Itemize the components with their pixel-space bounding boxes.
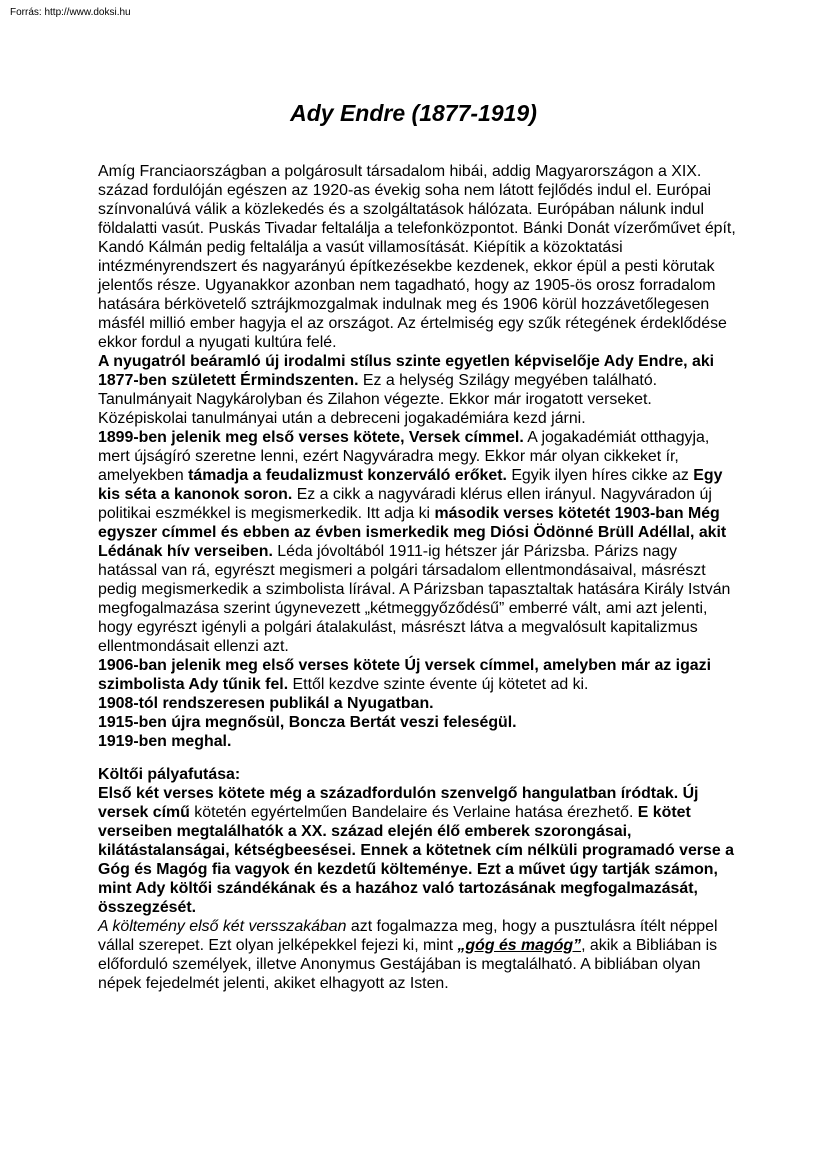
line-1919 bbox=[98, 732, 738, 751]
paragraph-birth bbox=[98, 352, 738, 428]
body-text: Léda jóvoltából 1911-ig hétszer jár Párizsba. Párizs nagy hatással van rá, egyrészt megismeri a polgári társadalom ellentmondásaival, másrészt pedig megismerkedik a szimbolista lírával. A Párizsban tapasztaltak hatására Király István megfogalmazása szerint úgynevezett „kétmeggyőződésű” emberré vált, ami azt jelenti, hogy egyrészt igényli a polgári átalakulást, másrészt látva a megvalósult kapitalizmus ellentmondásait ellenzi azt. bbox=[98, 543, 731, 655]
bold-text: Egy kis séta a kanonok soron. bbox=[98, 467, 723, 503]
line-1915 bbox=[98, 713, 738, 732]
line-1908 bbox=[98, 694, 738, 713]
paragraph-gog-magog bbox=[98, 917, 738, 993]
body-text: Ez a cikk a nagyváradi klérus ellen irányul. Nagyváradon új politikai eszmékkel is megismerkedik. Itt adja ki bbox=[98, 486, 712, 522]
source-url-text: Forrás: http://www.doksi.hu bbox=[10, 7, 131, 18]
body-text: A jogakadémiát otthagyja, mert újságíró szeretne lenni, ezért Nagyváradra megy. Ekkor már olyan cikkeket ír, amelyekben bbox=[98, 429, 710, 484]
document-body bbox=[98, 162, 738, 993]
italic-text: A költemény első két versszakában bbox=[98, 918, 347, 935]
section-heading: Költői pályafutása: bbox=[98, 766, 241, 783]
paragraph-early-career bbox=[98, 428, 738, 656]
paragraph-uj-versek bbox=[98, 656, 738, 694]
bold-text: 1899-ben jelenik meg első verses kötete, Versek címmel. bbox=[98, 429, 524, 446]
bold-text: támadja a feudalizmust konzerváló erőket. bbox=[188, 467, 507, 484]
bold-text: 1906-ban jelenik meg első verses kötete Új versek címmel, amelyben már az igazi szimbolista Ady tűnik fel. bbox=[98, 657, 711, 693]
body-text: azt fogalmazza meg, hogy a pusztulásra ítélt néppel vállal szerepet. Ezt olyan jelképekkel fejezi ki, mint bbox=[98, 918, 718, 954]
body-text: Egyik ilyen híres cikke az bbox=[506, 467, 694, 484]
body-text: kötetén egyértelműen Bandelaire és Verlaine hatása érezhető. bbox=[189, 804, 638, 821]
body-text: , akik a Bibliában is előforduló személyek, illetve Anonymus Gestájában is megtalálható. A bibliában olyan népek fejedelmét jelenti, akiket elhagyott az Isten. bbox=[98, 937, 718, 992]
bold-text: 1919-ben meghal. bbox=[98, 733, 232, 750]
paragraph-poetic-career bbox=[98, 784, 738, 917]
bold-text: E kötet verseiben megtalálhatók a XX. század elején élő emberek szorongásai, kilátástalanságai, kétségbeesései. Ennek a kötetnek cím nélküli programadó verse a Góg és Magóg fia vagyok én kezdetű költeménye. Ezt a művet úgy tartják számon, mint Ady költői szándékának és a hazához való tartozásának megfogalmazását, összegzését. bbox=[98, 804, 734, 916]
bold-text: második verses kötetét 1903-ban Még egyszer címmel és ebben az évben ismerkedik meg Diósi Ödönné Brüll Adéllal, akit Lédának hív verseiben. bbox=[98, 505, 727, 560]
bold-text: 1908-tól rendszeresen publikál a Nyugatban. bbox=[98, 695, 434, 712]
paragraph-intro: Amíg Franciaországban a polgárosult társadalom hibái, addig Magyarországon a XIX. század fordulóján egészen az 1920-as évekig soha nem látott fejlődés indul el. Európai színvonalúvá válik a közlekedés és a szolgáltatások hálózata. Európában nálunk indul földalatti vasút. Puskás Tivadar feltalálja a telefonközpontot. Bánki Donát vízerőművet épít, Kandó Kálmán pedig feltalálja a vasút villamosítását. Kiépítik a közoktatási intézményrendszert és nagyarányú építkezésekbe kezdenek, ekkor épül a pesti körutak jelentős része. Ugyanakkor azonban nem tagadható, hogy az 1905-ös orosz forradalom hatására bérkövetelő sztrájkmozgalmak indulnak meg és 1906 körül hozzávetőlegesen másfél millió ember hagyja el az országot. Az értelmiség egy szűk rétegének érdeklődése ekkor fordul a nyugati kultúra felé. bbox=[98, 163, 736, 351]
bold-text: A nyugatról beáramló új irodalmi stílus szinte egyetlen képviselője Ady Endre, aki 1877-ben született Érmindszenten. bbox=[98, 353, 715, 389]
document-title: Ady Endre (1877-1919) bbox=[290, 100, 537, 126]
body-text: Ettől kezdve szinte évente új kötetet ad ki. bbox=[288, 676, 589, 693]
body-text: Ez a helység Szilágy megyében található. Tanulmányait Nagykárolyban és Zilahon végezte. Ekkor már irogatott verseket. Középiskolai tanulmányai után a debreceni jogakadémiára kezd járni. bbox=[98, 372, 658, 427]
bold-text: 1915-ben újra megnősül, Boncza Bertát veszi feleségül. bbox=[98, 714, 517, 731]
bold-text: Első két verses kötete még a századfordulón szenvelgő hangulatban íródtak. Új versek című bbox=[98, 785, 699, 821]
emphasized-term: „góg és magóg” bbox=[457, 937, 582, 954]
